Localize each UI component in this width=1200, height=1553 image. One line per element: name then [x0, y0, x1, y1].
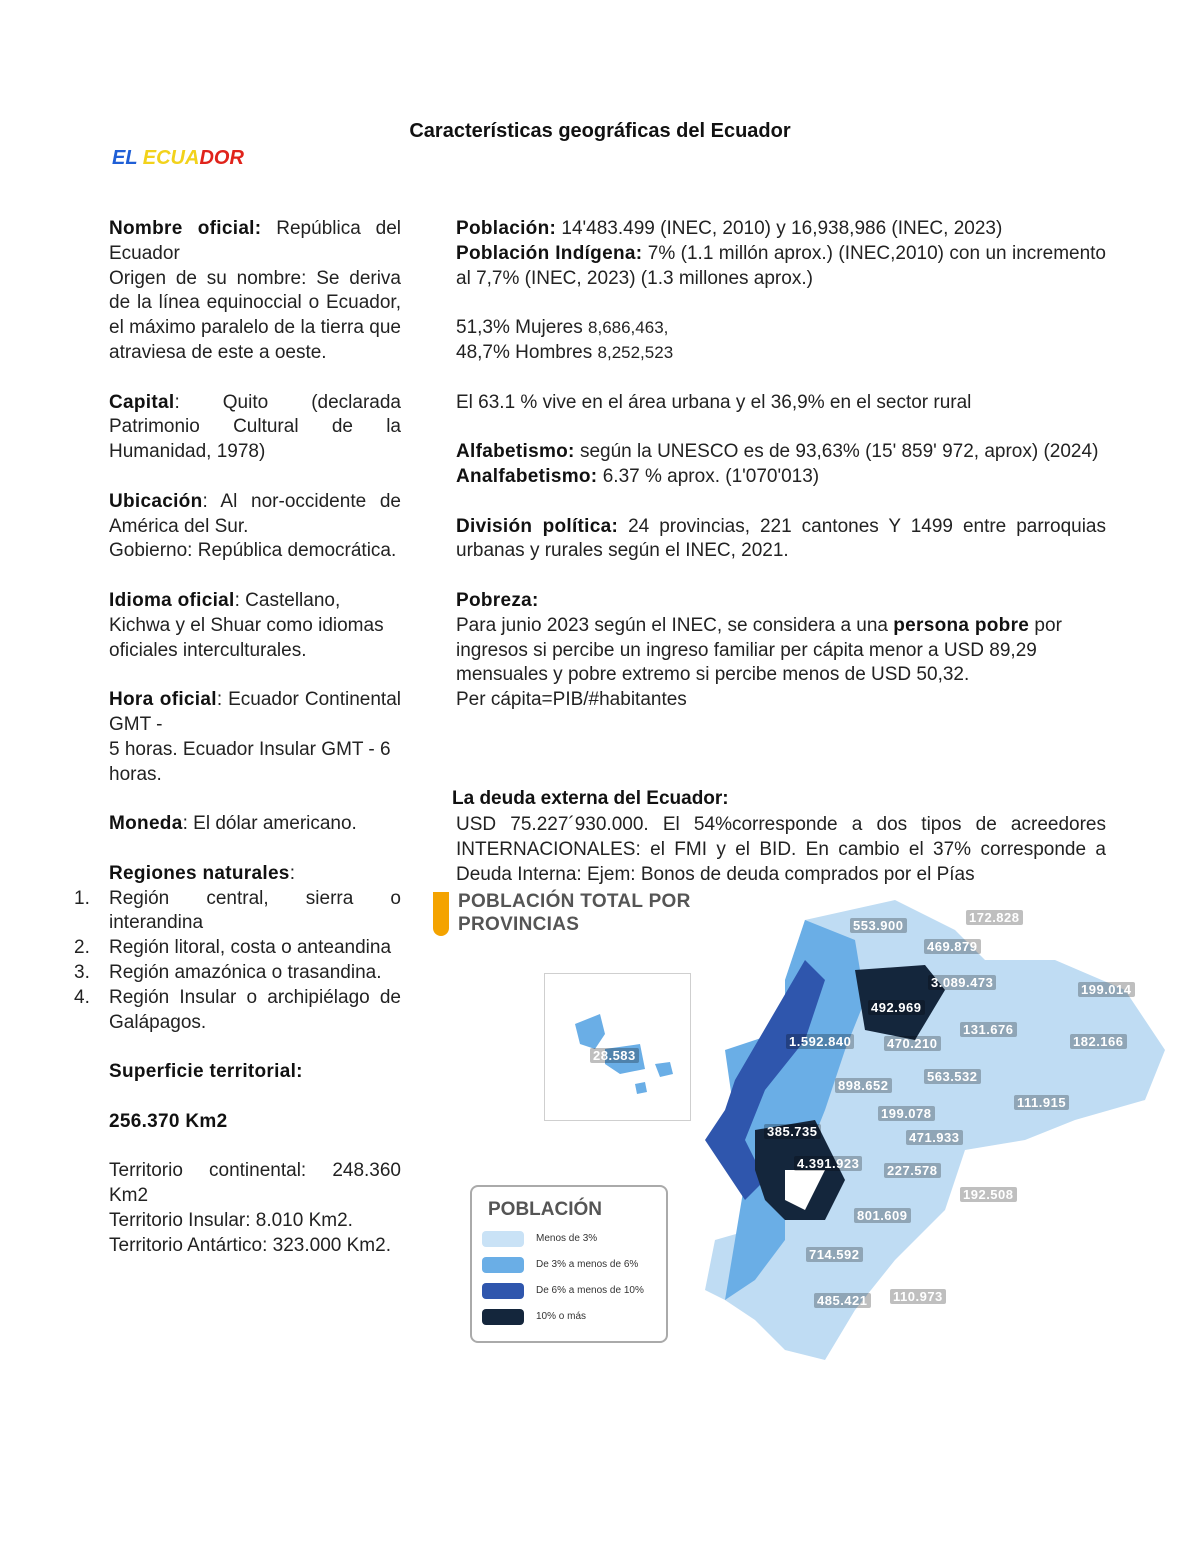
moneda: [109, 812, 401, 837]
province-population-label: 470.210: [884, 1036, 941, 1051]
nombre-oficial: [109, 217, 401, 267]
province-population-label: 801.609: [854, 1208, 911, 1223]
province-population-label: 227.578: [884, 1163, 941, 1178]
map-title-line1: POBLACIÓN TOTAL POR: [458, 891, 691, 912]
province-population-label: 28.583: [590, 1048, 639, 1063]
analfabetismo-label: Analfabetismo:: [456, 465, 598, 487]
territorio-continental: Territorio continental: 248.360 Km2: [109, 1160, 401, 1207]
map-legend: [470, 1185, 668, 1343]
list-item: [74, 887, 401, 937]
list-text: Región central, sierra o interandina: [109, 887, 401, 934]
legend-swatch: [482, 1231, 524, 1247]
superficie-heading: [109, 1060, 401, 1085]
pobreza-bold: persona pobre: [893, 614, 1030, 636]
regiones-list: [74, 887, 401, 1036]
indigena-label: Población Indígena:: [456, 242, 643, 264]
division-label: División política:: [456, 515, 619, 537]
province-population-label: 199.014: [1078, 982, 1135, 997]
legend-label: De 3% a menos de 6%: [536, 1259, 639, 1270]
province-population-label: 199.078: [878, 1106, 935, 1121]
island-shape: [635, 1082, 647, 1094]
mujeres-num: 8,686,463,: [588, 318, 669, 338]
analfabetismo-value: 6.37 % aprox. (1'070'013): [597, 465, 820, 487]
territorio-insular: Territorio Insular: 8.010 Km2.: [109, 1209, 353, 1231]
brand-part-red: DOR: [199, 147, 244, 169]
hombres-pct: 48,7% Hombres: [456, 341, 598, 363]
province-population-label: 469.879: [924, 939, 981, 954]
province-population-label: 492.969: [868, 1000, 925, 1015]
analfabetismo: [456, 465, 1106, 490]
province-population-label: 111.915: [1014, 1095, 1069, 1110]
list-text: Región amazónica o trasandina.: [109, 961, 382, 983]
alfabetismo: [456, 440, 1106, 465]
list-number: 1.: [74, 887, 90, 909]
province-population-label: 553.900: [850, 918, 907, 933]
alfabetismo-label: Alfabetismo:: [456, 441, 575, 463]
province-population-label: 485.421: [814, 1293, 871, 1308]
division-value: 24 provincias, 221 cantones Y 1499 entre parroquias urbanas y rurales según el INEC, 2021.: [456, 515, 1106, 562]
percapita: Per cápita=PIB/#habitantes: [456, 689, 687, 711]
idioma-value: : Castellano, Kichwa y el Shuar como idiomas oficiales interculturales.: [109, 589, 384, 661]
territorio-antartico: Territorio Antártico: 323.000 Km2.: [109, 1234, 391, 1256]
list-text: Región Insular o archipiélago de Galápagos.: [109, 986, 401, 1033]
moneda-value: : El dólar americano.: [182, 813, 357, 835]
province-population-label: 110.973: [890, 1289, 946, 1304]
alfabetismo-value: según la UNESCO es de 93,63% (15' 859' 972, aprox) (2024): [574, 441, 1099, 463]
list-number: 3.: [74, 961, 90, 983]
legend-label: De 6% a menos de 10%: [536, 1285, 644, 1296]
map-title: [458, 890, 691, 936]
capital-value: : Quito (declarada Patrimonio Cultural de la Humanidad, 1978): [109, 391, 401, 463]
poblacion-value: 14'483.499 (INEC, 2010) y 16,938,986 (INEC, 2023): [556, 218, 1003, 239]
nombre-value: República del Ecuador: [109, 218, 401, 264]
pobreza-heading: [456, 589, 1106, 614]
list-item: [74, 961, 401, 986]
superficie-value-text: 256.370 Km2: [109, 1110, 228, 1132]
indigena-value: 7% (1.1 millón aprox.) (INEC,2010) con un incremento al 7,7% (INEC, 2023) (1.3 millones aprox.): [456, 242, 1106, 289]
hombres-num: 8,252,523: [597, 342, 674, 362]
map-title-line2: PROVINCIAS: [458, 914, 580, 935]
division-politica: [456, 515, 1106, 565]
hora-label: Hora oficial: [109, 689, 217, 711]
idioma-oficial: [109, 589, 401, 663]
brand-ecuador: [112, 147, 244, 170]
superficie-label: Superficie territorial:: [109, 1061, 303, 1083]
poblacion: [456, 217, 1106, 242]
list-item: [74, 986, 401, 1036]
gobierno: Gobierno: República democrática.: [109, 540, 397, 562]
province-population-label: 3.089.473: [928, 975, 996, 990]
right-column: [456, 217, 1106, 713]
hora-oficial: [109, 688, 401, 738]
island-shape: [655, 1062, 673, 1077]
hombres: [456, 341, 1106, 366]
legend-title: POBLACIÓN: [488, 1199, 602, 1220]
regiones-heading: [109, 862, 401, 887]
province-population-label: 182.166: [1070, 1034, 1127, 1049]
province-population-label: 714.592: [806, 1247, 863, 1262]
hora-oficial-detalle: 5 horas. Ecuador Insular GMT - 6 horas.: [109, 738, 391, 785]
province-population-label: 131.676: [960, 1022, 1017, 1037]
province-population-label: 172.828: [966, 910, 1023, 925]
pobreza-text2: por ingresos si percibe un ingreso familiar per cápita menor a USD 89,29 mensuales y pobre extremo si percibe menos de USD 50,32.: [456, 614, 1062, 686]
origen-nombre: Origen de su nombre: Se deriva de la línea equinoccial o Ecuador, el máximo paralelo de la tierra que atraviesa de este a oeste.: [109, 267, 401, 363]
mujeres: [456, 316, 1106, 341]
legend-swatch: [482, 1309, 524, 1325]
ubicacion-label: Ubicación: [109, 490, 203, 512]
island-shape: [575, 1014, 605, 1049]
list-number: 4.: [74, 986, 90, 1008]
brand-part-blue: EL: [112, 147, 143, 169]
regiones-colon: :: [289, 862, 295, 884]
urbana-rural: El 63.1 % vive en el área urbana y el 36,9% en el sector rural: [456, 391, 972, 413]
pobreza-text1: Para junio 2023 según el INEC, se considera a una: [456, 614, 894, 636]
poblacion-label: Población:: [456, 218, 557, 239]
galapagos-inset: [544, 973, 691, 1121]
mujeres-pct: 51,3% Mujeres: [456, 317, 589, 339]
province-population-label: 4.391.923: [794, 1156, 862, 1171]
province-population-label: 563.532: [924, 1069, 981, 1084]
galapagos-islands: [545, 974, 690, 1120]
poblacion-indigena: [456, 242, 1106, 292]
province-population-label: 1.592.840: [786, 1034, 854, 1049]
regiones-label: Regiones naturales: [109, 862, 290, 884]
list-item: [74, 936, 401, 961]
nombre-label: Nombre oficial:: [109, 218, 262, 239]
brand-part-yellow: ECUA: [142, 147, 200, 169]
superficie-value: [109, 1110, 401, 1135]
deuda-title: La deuda externa del Ecuador:: [452, 788, 729, 809]
left-column: [74, 217, 401, 1258]
province-population-label: 385.735: [764, 1124, 821, 1139]
capital-label: Capital: [109, 391, 175, 413]
province-population-label: 192.508: [960, 1187, 1017, 1202]
hora-value: : Ecuador Continental GMT -: [109, 689, 401, 735]
moneda-label: Moneda: [109, 813, 183, 835]
capital: [109, 391, 401, 465]
list-text: Región litoral, costa o anteandina: [109, 937, 392, 959]
pobreza-label: Pobreza:: [456, 589, 539, 611]
legend-label: 10% o más: [536, 1311, 587, 1322]
pobreza-text: [456, 614, 1106, 688]
province-population-label: 898.652: [835, 1078, 892, 1093]
legend-swatch: [482, 1257, 524, 1273]
deuda-text: USD 75.227´930.000. El 54%corresponde a dos tipos de acreedores INTERNACIONALES: el FMI y el BID. En cambio el 37% corresponde a Deuda Interna: Ejem: Bonos de deuda comprados por el Pías: [456, 814, 1106, 885]
list-number: 2.: [74, 937, 90, 959]
legend-swatch: [482, 1283, 524, 1299]
legend-label: Menos de 3%: [536, 1233, 598, 1244]
idioma-label: Idioma oficial: [109, 589, 235, 611]
province-population-label: 471.933: [906, 1130, 963, 1145]
ubicacion-value: : Al nor-occidente de América del Sur.: [109, 490, 401, 537]
ubicacion: [109, 490, 401, 540]
page-title: Características geográficas del Ecuador: [409, 120, 791, 142]
